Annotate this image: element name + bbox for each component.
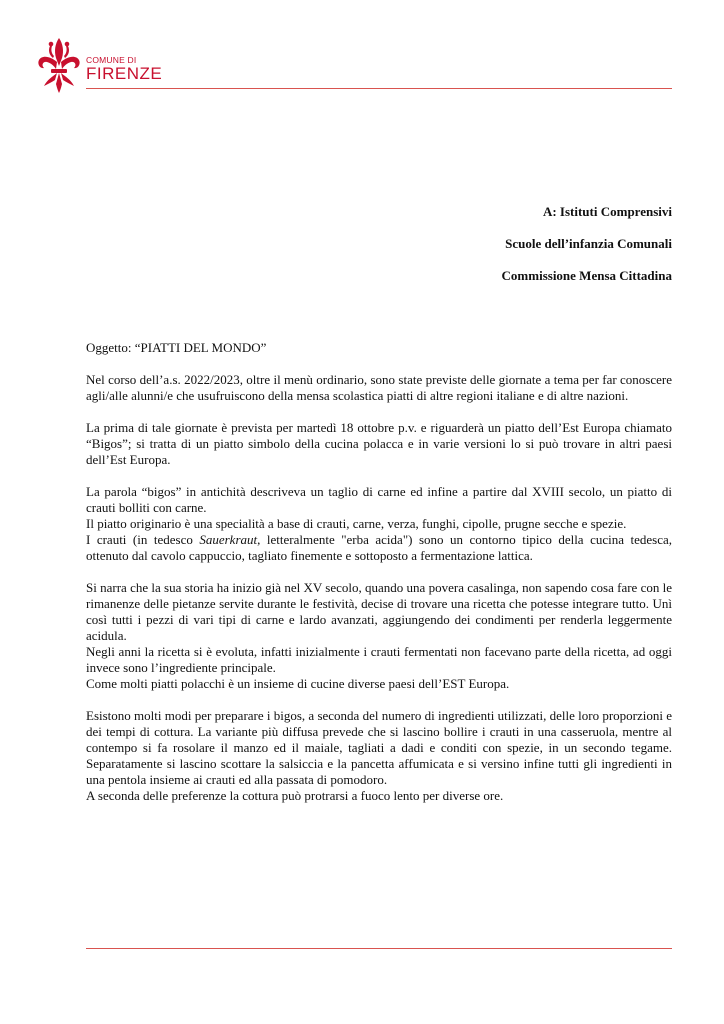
paragraph-line: Come molti piatti polacchi è un insieme di cucine diverse paesi dell’EST Europa. xyxy=(86,676,510,691)
brand-wordmark xyxy=(86,56,162,83)
letter-body xyxy=(86,340,672,820)
addressee-line: Scuole dell’infanzia Comunali xyxy=(505,236,672,251)
brand-small-text: COMUNE DI xyxy=(86,55,137,65)
paragraph-line: Si narra che la sua storia ha inizio già nel XV secolo, quando una povera casalinga, non sapendo cosa fare con le rimanenze delle pietanze servite durante le festività, decise di trovare una ricetta che potesse integrare tutto. Unì così tutti i pezzi di vari tipi di carne e lardo avanzati, aggiungendo dei condimenti per renderla leggermente acidula. xyxy=(86,580,672,643)
paragraph-line: Esistono molti modi per preparare i bigos, a seconda del numero di ingredienti utilizzati, delle loro proporzioni e dei tempi di cottura. La variante più diffusa prevede che si lascino bollire i crauti in una casseruola, mentre al contempo si fa rosolare il manzo ed il maiale, tagliati a dadi e conditi con spezie, in un secondo tegame. Separatamente si lascino scottare la salsiccia e la pancetta affumicata e si versino infine tutti gli ingredienti in una pentola insieme ai crauti ed alla passata di pomodoro. xyxy=(86,708,672,787)
text-run: , letteralmente "erba acida") sono un contorno tipico della cucina tedesca, ottenuto dal cavolo cappuccio, tagliato finemente e sottoposto a fermentazione lattica. xyxy=(86,532,672,563)
florence-lily-icon xyxy=(36,36,82,94)
paragraph-history xyxy=(86,580,672,692)
paragraph-intro: Nel corso dell’a.s. 2022/2023, oltre il menù ordinario, sono state previste delle giornate a tema per far conoscere agli/alle alunni/e che usufruiscono della mensa scolastica piatti di altre regioni italiane e di altre nazioni. xyxy=(86,372,672,403)
brand-name: FIRENZE xyxy=(86,64,163,83)
header-divider xyxy=(86,88,672,89)
addressee-line: A: Istituti Comprensivi xyxy=(542,204,672,219)
paragraph-line xyxy=(86,532,672,564)
paragraph-line: Il piatto originario è una specialità a base di crauti, carne, verza, funghi, cipolle, prugne secche e spezie. xyxy=(86,516,627,531)
letterhead xyxy=(36,36,676,96)
paragraph-line: Negli anni la ricetta si è evoluta, infatti inizialmente i crauti fermentati non facevano parte della ricetta, ad oggi invece sono l’ingrediente principale. xyxy=(86,644,672,675)
addressee-block xyxy=(502,202,672,298)
footer-divider xyxy=(86,948,672,949)
paragraph-bigos-description xyxy=(86,484,672,564)
italic-term: Sauerkraut xyxy=(199,532,258,547)
paragraph-preparation xyxy=(86,708,672,804)
subject-line: Oggetto: “PIATTI DEL MONDO” xyxy=(86,340,267,355)
paragraph-line: La parola “bigos” in antichità descriveva un taglio di carne ed infine a partire dal XVIII secolo, un piatto di crauti bolliti con carne. xyxy=(86,484,672,515)
addressee-line: Commissione Mensa Cittadina xyxy=(501,268,672,283)
text-run: I crauti (in tedesco xyxy=(86,532,200,547)
paragraph-line: A seconda delle preferenze la cottura può protrarsi a fuoco lento per diverse ore. xyxy=(86,788,504,803)
paragraph-date: La prima di tale giornate è prevista per martedì 18 ottobre p.v. e riguarderà un piatto dell’Est Europa chiamato “Bigos”; si tratta di un piatto simbolo della cucina polacca e in varie versioni lo si può trovare in altri paesi dell’Est Europa. xyxy=(86,420,672,467)
